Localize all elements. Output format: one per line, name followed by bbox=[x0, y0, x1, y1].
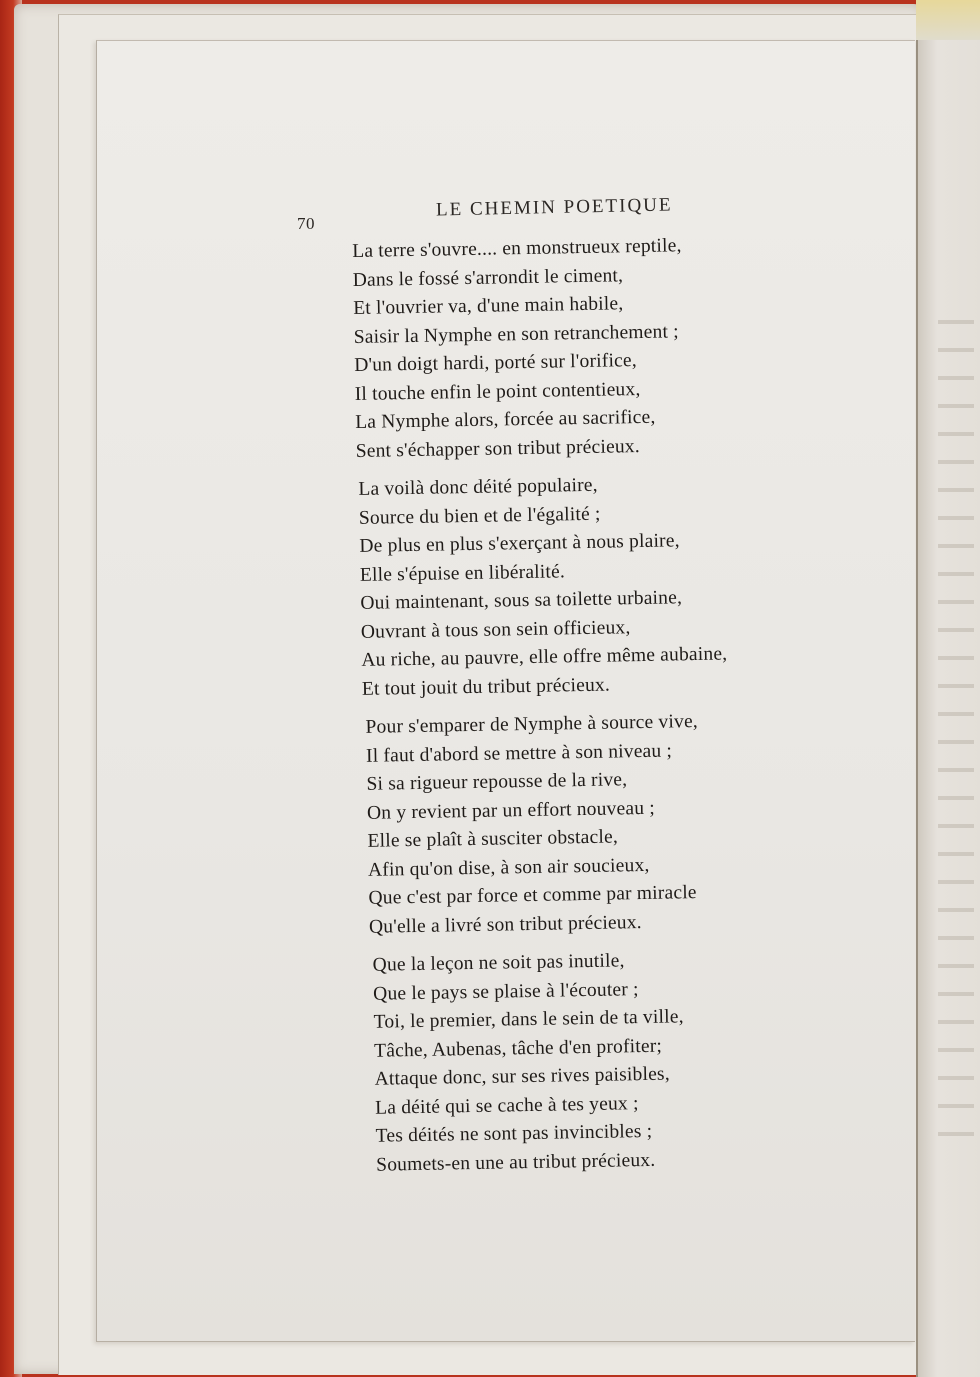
verse-line: Afin qu'on dise, à son air soucieux, bbox=[367, 854, 650, 881]
verse-line: Saisir la Nymphe en son retranchement ; bbox=[353, 320, 679, 348]
verse-line: Il faut d'abord se mettre à son niveau ; bbox=[365, 739, 673, 767]
stanza-4 bbox=[372, 944, 808, 1180]
running-head: LE CHEMIN POETIQUE bbox=[435, 194, 673, 221]
verse-line: Et l'ouvrier va, d'une main habile, bbox=[353, 293, 624, 319]
verse-line: Si sa rigueur repousse de la rive, bbox=[366, 769, 628, 795]
stanza-1 bbox=[352, 230, 796, 466]
stanza-2 bbox=[358, 468, 800, 704]
verse-line: Toi, le premier, dans le sein de ta ville, bbox=[373, 1006, 684, 1033]
verse-line: La terre s'ouvre.... en monstrueux reptile, bbox=[352, 235, 682, 262]
verse-line: Au riche, au pauvre, elle offre même aubaine, bbox=[361, 643, 728, 671]
verse-line: Que le pays se plaise à l'écouter ; bbox=[373, 978, 639, 1005]
verse-line: Que la leçon ne soit pas inutile, bbox=[372, 950, 625, 976]
verse-line: Tes déités ne sont pas invincibles ; bbox=[375, 1120, 653, 1147]
verse-line: Que c'est par force et comme par miracle bbox=[368, 882, 697, 909]
verse-line: Sent s'échapper son tribut précieux. bbox=[355, 435, 641, 462]
verse-line: Ouvrant à tous son sein officieux, bbox=[360, 616, 631, 643]
verse-line: Dans le fossé s'arrondit le ciment, bbox=[352, 264, 624, 291]
verse-line: Elle s'épuise en libéralité. bbox=[359, 560, 566, 586]
stanza-3 bbox=[365, 706, 804, 942]
verse-line: Qu'elle a livré son tribut précieux. bbox=[368, 911, 642, 938]
verse-line: Elle se plaît à susciter obstacle, bbox=[367, 826, 619, 852]
verse-line: Il touche enfin le point contentieux, bbox=[354, 378, 641, 405]
facing-page-top bbox=[916, 0, 980, 40]
verse-line: Tâche, Aubenas, tâche d'en profiter; bbox=[374, 1035, 663, 1062]
verse-line: Et tout jouit du tribut précieux. bbox=[361, 674, 611, 700]
verse-line: Attaque donc, sur ses rives paisibles, bbox=[374, 1063, 670, 1090]
page-number: 70 bbox=[297, 214, 315, 233]
verse-line: La voilà donc déité populaire, bbox=[358, 474, 598, 500]
facing-page-bleedthrough bbox=[938, 300, 974, 1160]
verse-line: Source du bien et de l'égalité ; bbox=[358, 503, 601, 529]
verse-line: On y revient par un effort nouveau ; bbox=[366, 797, 656, 824]
verse-line: La Nymphe alors, forcée au sacrifice, bbox=[355, 406, 656, 433]
verse-line: D'un doigt hardi, porté sur l'orifice, bbox=[354, 350, 638, 376]
verse-line: La déité qui se cache à tes yeux ; bbox=[374, 1092, 639, 1119]
verse-line: Soumets-en une au tribut précieux. bbox=[375, 1149, 656, 1176]
poem bbox=[352, 230, 809, 1190]
verse-line: Pour s'emparer de Nymphe à source vive, bbox=[365, 711, 699, 738]
verse-line: Oui maintenant, sous sa toilette urbaine, bbox=[360, 587, 683, 614]
verse-line: De plus en plus s'exerçant à nous plaire, bbox=[359, 530, 680, 557]
